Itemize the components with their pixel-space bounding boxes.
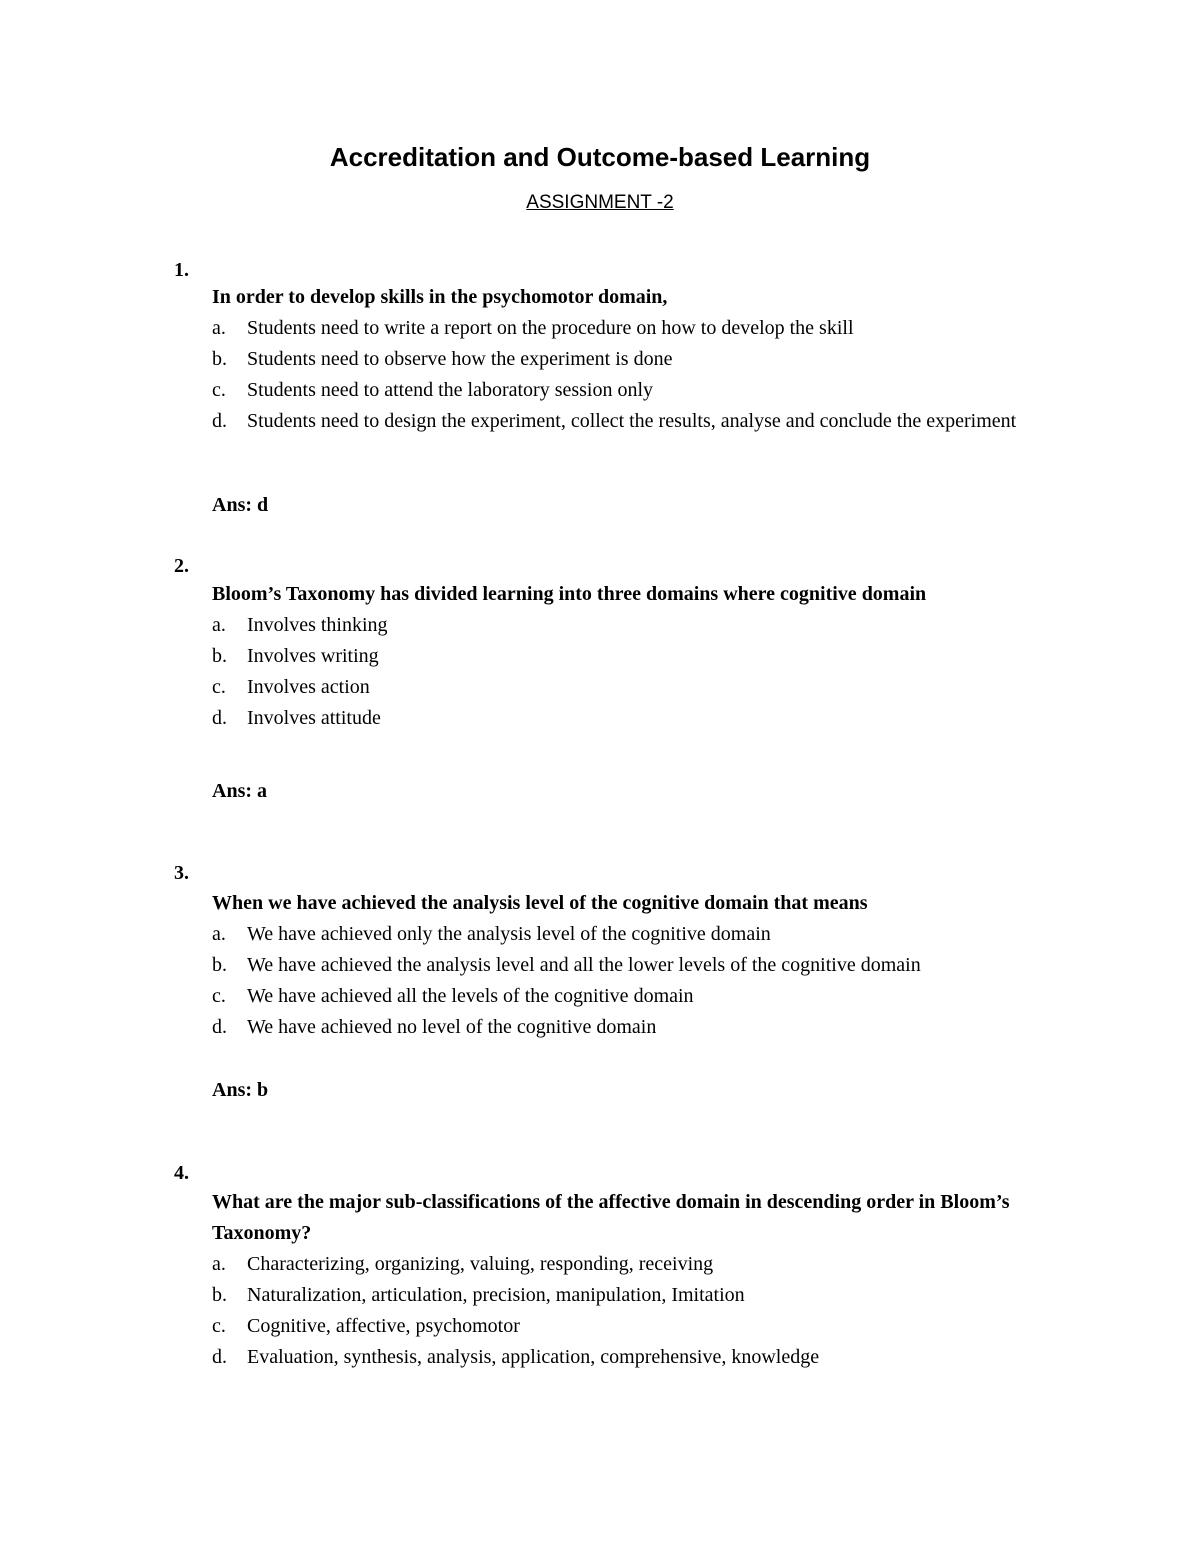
option-text: Involves thinking (247, 614, 388, 636)
question-1-option-b (212, 344, 1072, 375)
question-3-option-c (212, 981, 1072, 1012)
question-1-option-c (212, 375, 1072, 406)
option-letter: d. (212, 410, 227, 432)
question-4-options (212, 1249, 1072, 1373)
option-letter: b. (212, 645, 227, 667)
question-2-answer: Ans: a (212, 780, 268, 802)
question-4-number: 4. (174, 1162, 189, 1184)
question-3-number: 3. (174, 862, 189, 884)
option-text: Students need to design the experiment, collect the results, analyse and conclude the experiment (247, 410, 1017, 432)
question-2-option-c (212, 672, 1072, 703)
option-text: We have achieved no level of the cognitive domain (247, 1016, 657, 1038)
option-text: Students need to write a report on the procedure on how to develop the skill (247, 317, 854, 339)
question-3-option-b (212, 950, 1072, 981)
question-1-option-d (212, 406, 1072, 437)
document-title: Accreditation and Outcome-based Learning (329, 142, 871, 172)
question-4-option-a (212, 1249, 1072, 1280)
question-1-option-a (212, 313, 1072, 344)
option-letter: d. (212, 1346, 227, 1368)
option-letter: a. (212, 1253, 226, 1275)
question-2-text: Bloom’s Taxonomy has divided learning into three domains where cognitive domain (212, 583, 927, 605)
option-letter: b. (212, 954, 227, 976)
question-3-option-d (212, 1012, 1072, 1043)
question-3-answer: Ans: b (212, 1079, 269, 1101)
question-2-options (212, 610, 1072, 734)
option-text: Cognitive, affective, psychomotor (247, 1315, 520, 1337)
assignment-heading: ASSIGNMENT -2 (526, 192, 674, 213)
option-letter: c. (212, 1315, 226, 1337)
question-4-option-d (212, 1342, 1072, 1373)
option-letter: a. (212, 317, 226, 339)
option-text: Involves writing (247, 645, 379, 667)
option-letter: b. (212, 348, 227, 370)
question-4-option-c (212, 1311, 1072, 1342)
option-letter: c. (212, 985, 226, 1007)
option-letter: c. (212, 379, 226, 401)
option-text: Characterizing, organizing, valuing, responding, receiving (247, 1253, 714, 1275)
question-2-option-b (212, 641, 1072, 672)
option-text: Students need to attend the laboratory session only (247, 379, 654, 401)
question-1-text: In order to develop skills in the psychomotor domain, (212, 286, 668, 308)
option-letter: a. (212, 923, 226, 945)
question-1-answer: Ans: d (212, 494, 269, 516)
question-3-options (212, 919, 1072, 1043)
option-text: Students need to observe how the experiment is done (247, 348, 673, 370)
question-3-text: When we have achieved the analysis level of the cognitive domain that means (212, 892, 868, 914)
question-2-option-d (212, 703, 1072, 734)
option-text: Naturalization, articulation, precision, manipulation, Imitation (247, 1284, 745, 1306)
question-2-number: 2. (174, 555, 189, 577)
question-4-option-b (212, 1280, 1072, 1311)
option-text: We have achieved all the levels of the cognitive domain (247, 985, 694, 1007)
option-letter: a. (212, 614, 226, 636)
question-1-number: 1. (174, 259, 189, 281)
option-text: We have achieved only the analysis level of the cognitive domain (247, 923, 771, 945)
question-2-option-a (212, 610, 1072, 641)
question-3-option-a (212, 919, 1072, 950)
question-1-options (212, 313, 1072, 437)
option-text: Evaluation, synthesis, analysis, application, comprehensive, knowledge (247, 1346, 820, 1368)
question-4-text: What are the major sub-classifications of the affective domain in descending order in Bloom’s Taxonomy? (212, 1191, 1010, 1244)
option-letter: d. (212, 707, 227, 729)
option-text: Involves attitude (247, 707, 381, 729)
option-text: Involves action (247, 676, 370, 698)
option-text: We have achieved the analysis level and all the lower levels of the cognitive domain (247, 954, 921, 976)
option-letter: c. (212, 676, 226, 698)
option-letter: d. (212, 1016, 227, 1038)
option-letter: b. (212, 1284, 227, 1306)
